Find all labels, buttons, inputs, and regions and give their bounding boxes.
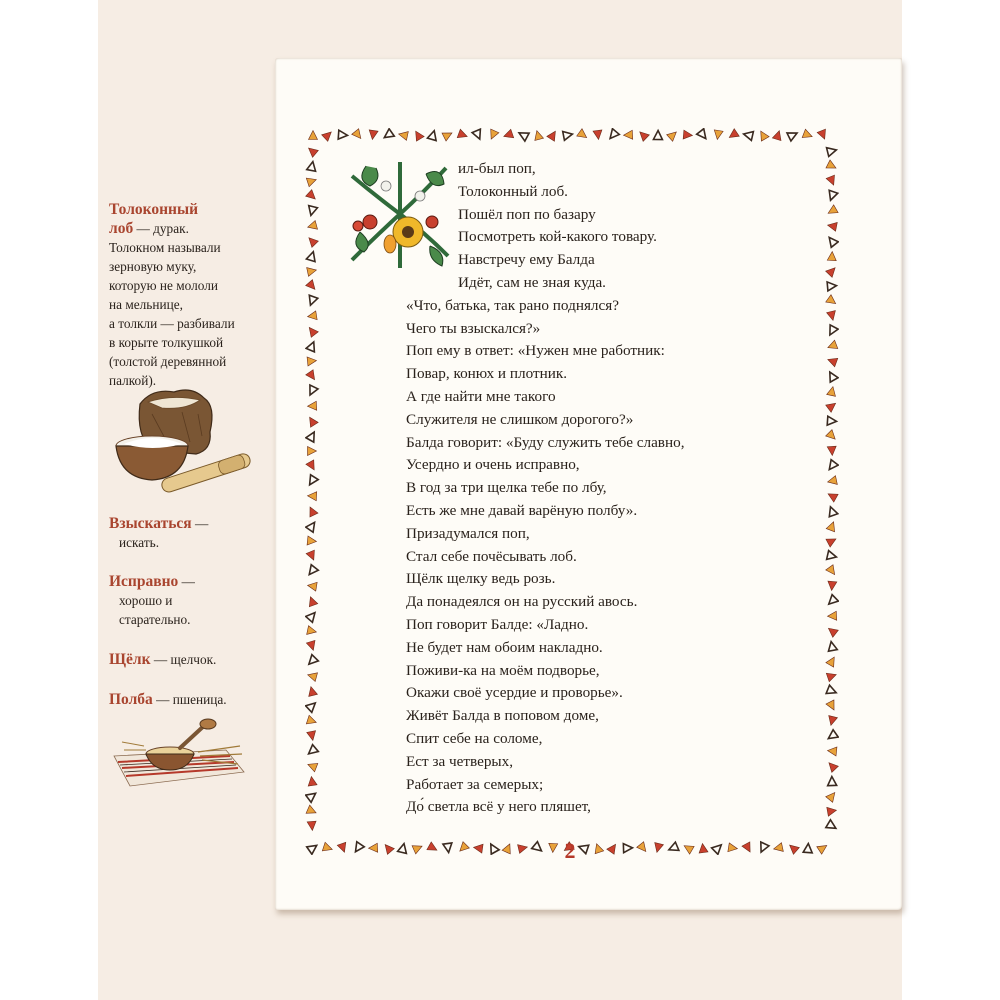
- border-triangle: [306, 385, 318, 397]
- border-triangle: [827, 476, 838, 487]
- poem-line: «Что, батька, так рано поднялся?: [406, 296, 619, 314]
- border-triangle: [352, 129, 365, 142]
- border-triangle: [743, 130, 754, 141]
- border-triangle: [757, 129, 769, 141]
- border-triangle: [697, 129, 710, 142]
- border-triangle: [826, 520, 838, 532]
- border-triangle: [577, 129, 590, 142]
- border-triangle: [827, 641, 838, 652]
- border-triangle: [306, 700, 319, 713]
- border-triangle: [306, 460, 318, 472]
- poem-line: Щёлк щелку ведь розь.: [406, 570, 556, 588]
- glossary-vzyskatsya: [109, 514, 269, 552]
- border-triangle: [457, 129, 469, 141]
- border-triangle: [306, 370, 319, 383]
- glossary-tolokonny: [109, 200, 269, 390]
- border-triangle: [827, 716, 838, 727]
- border-triangle: [826, 820, 838, 832]
- border-triangle: [653, 843, 664, 854]
- poem-line: Чего ты взыскался?»: [406, 319, 541, 337]
- border-triangle: [683, 130, 693, 140]
- border-triangle: [368, 130, 378, 140]
- border-triangle: [306, 175, 317, 186]
- border-triangle: [713, 130, 723, 140]
- border-triangle: [728, 843, 738, 853]
- border-triangle: [307, 821, 317, 831]
- border-triangle: [442, 129, 454, 141]
- poem-line: Живёт Балда в поповом доме,: [406, 707, 599, 725]
- border-triangle: [307, 491, 316, 500]
- border-triangle: [826, 625, 839, 638]
- border-triangle: [827, 386, 838, 397]
- border-triangle: [563, 130, 574, 141]
- border-triangle: [306, 550, 318, 562]
- poem-line: Служителя не слишком дорогого?»: [406, 410, 634, 428]
- border-triangle: [307, 842, 320, 855]
- border-triangle: [826, 265, 839, 278]
- border-triangle: [532, 129, 543, 140]
- border-triangle: [803, 843, 813, 853]
- border-triangle: [307, 686, 318, 697]
- border-triangle: [623, 130, 632, 139]
- border-triangle: [352, 842, 364, 854]
- border-triangle: [307, 266, 318, 277]
- border-triangle: [826, 340, 838, 352]
- border-triangle: [306, 565, 319, 578]
- border-triangle: [637, 129, 650, 142]
- poem-line: Пошёл поп по базару: [458, 205, 596, 223]
- border-triangle: [427, 129, 438, 140]
- border-triangle: [517, 129, 529, 141]
- glossary-definition-line: (толстой деревянной: [109, 354, 227, 369]
- border-triangle: [607, 842, 620, 855]
- border-triangle: [306, 295, 318, 307]
- border-triangle: [826, 730, 839, 743]
- border-triangle: [472, 129, 484, 141]
- border-triangle: [826, 760, 839, 773]
- border-triangle: [322, 842, 333, 853]
- border-triangle: [827, 251, 836, 260]
- border-triangle: [623, 843, 632, 852]
- border-triangle: [547, 129, 559, 141]
- border-triangle: [826, 565, 839, 578]
- border-triangle: [802, 129, 814, 141]
- border-triangle: [309, 131, 318, 140]
- poem-line: Есть же мне давай варёную полбу».: [406, 501, 638, 519]
- border-triangle: [306, 340, 318, 352]
- border-triangle: [827, 281, 837, 291]
- border-triangle: [368, 843, 377, 852]
- border-triangle: [787, 842, 800, 855]
- border-triangle: [306, 790, 319, 803]
- border-triangle: [306, 145, 319, 158]
- border-triangle: [827, 746, 837, 756]
- border-triangle: [306, 670, 317, 681]
- poem-line: Идёт, сам не зная куда.: [458, 273, 606, 291]
- border-triangle: [827, 311, 838, 322]
- border-triangle: [307, 626, 318, 637]
- poem-line: Спит себе на соломе,: [406, 729, 543, 747]
- border-triangle: [826, 460, 839, 473]
- border-triangle: [826, 400, 839, 413]
- border-triangle: [307, 776, 317, 786]
- border-triangle: [306, 430, 318, 442]
- poem-line: Поп ему в ответ: «Нужен мне работник:: [406, 342, 665, 360]
- border-triangle: [826, 175, 838, 187]
- border-triangle: [773, 843, 784, 854]
- glossary-definition-line: Толокном называли: [109, 240, 221, 255]
- poem-line: Поживи-ка на моём подворье,: [406, 661, 600, 679]
- border-triangle: [826, 670, 837, 681]
- border-triangle: [306, 805, 318, 817]
- glossary-term: Исправно: [109, 573, 179, 590]
- border-triangle: [637, 842, 650, 855]
- border-triangle: [307, 536, 317, 546]
- wheat-bowl-illustration: [108, 716, 248, 796]
- border-triangle: [307, 581, 317, 591]
- border-triangle: [827, 221, 838, 232]
- border-triangle: [667, 129, 680, 142]
- glossary-polba: [109, 690, 269, 709]
- poem-line: Усердно и очень исправно,: [406, 456, 580, 474]
- border-triangle: [306, 655, 319, 668]
- border-triangle: [306, 235, 319, 248]
- glossary-definition-line: зерновую муку,: [109, 259, 197, 274]
- glossary-definition-line: а толкли — разбивали: [109, 316, 235, 331]
- border-triangle: [502, 842, 514, 854]
- poem-line: До́ светла всё у него пляшет,: [406, 798, 591, 816]
- border-triangle: [338, 130, 348, 140]
- glossary-definition-line: в корыте толкушкой: [109, 335, 224, 350]
- glossary-definition-line: старательно.: [119, 612, 191, 627]
- border-triangle: [518, 843, 529, 854]
- border-triangle: [306, 715, 317, 726]
- border-triangle: [827, 416, 837, 426]
- page-number: 2: [564, 838, 576, 863]
- poem-line: Поп говорит Балде: «Ладно.: [406, 615, 589, 633]
- border-triangle: [827, 146, 838, 157]
- border-triangle: [727, 129, 739, 141]
- border-triangle: [826, 505, 838, 517]
- border-triangle: [653, 130, 662, 139]
- poem-line: А где найти мне такого: [406, 387, 556, 405]
- border-triangle: [826, 160, 838, 172]
- poem-line: ил-был поп,: [458, 160, 536, 177]
- border-triangle: [427, 842, 439, 854]
- border-triangle: [826, 700, 838, 712]
- border-triangle: [412, 842, 424, 854]
- poem-line: Толоконный лоб.: [458, 182, 568, 200]
- border-triangle: [827, 611, 836, 620]
- border-triangle: [306, 520, 319, 533]
- border-triangle: [306, 595, 318, 607]
- poem-line: Призадумался поп,: [406, 524, 530, 542]
- border-triangle: [826, 190, 837, 201]
- border-triangle: [826, 370, 838, 382]
- border-triangle: [487, 129, 499, 141]
- border-triangle: [817, 842, 829, 854]
- border-triangle: [306, 610, 319, 623]
- border-triangle: [307, 206, 318, 217]
- border-triangle: [826, 205, 838, 217]
- poem-line: В год за три щелка тебе по лбу,: [406, 479, 607, 497]
- border-triangle: [398, 130, 409, 141]
- glossary-term: Щёлк: [109, 651, 151, 668]
- border-triangle: [826, 490, 838, 502]
- border-triangle: [826, 535, 838, 547]
- border-triangle: [826, 595, 839, 608]
- border-triangle: [307, 311, 317, 321]
- border-triangle: [306, 415, 318, 427]
- glossary-term: Толоконный: [109, 201, 199, 218]
- border-triangle: [306, 745, 319, 758]
- border-triangle: [787, 129, 799, 141]
- poem-line: Ест за четверых,: [406, 752, 514, 770]
- glossary-ispravno: [109, 572, 269, 629]
- border-triangle: [306, 190, 319, 203]
- border-triangle: [817, 129, 829, 141]
- border-triangle: [306, 280, 319, 293]
- border-triangle: [827, 551, 838, 562]
- border-triangle: [382, 842, 395, 855]
- glossary-definition: — щелчок.: [150, 652, 217, 667]
- border-triangle: [337, 842, 348, 853]
- border-triangle: [307, 731, 318, 742]
- border-triangle: [826, 355, 838, 367]
- glossary-dash: —: [191, 516, 209, 531]
- border-triangle: [667, 842, 679, 854]
- border-triangle: [307, 161, 318, 172]
- border-triangle: [826, 655, 838, 667]
- poem-line: Повар, конюх и плотник.: [406, 365, 568, 383]
- glossary-definition: — дурак.: [133, 221, 189, 236]
- poem-line: Не будет нам обоим накладно.: [406, 638, 603, 656]
- glossary-definition-line: которую не мололи: [109, 278, 219, 293]
- border-triangle: [307, 356, 317, 366]
- border-triangle: [457, 842, 470, 855]
- border-triangle: [698, 843, 708, 853]
- glossary-definition: — пшеница.: [152, 692, 227, 707]
- border-triangle: [742, 842, 754, 854]
- border-triangle: [306, 505, 318, 517]
- poem-line: Работает за семерых;: [406, 775, 544, 793]
- border-triangle: [306, 220, 317, 231]
- poem-line: Посмотреть кой-какого товару.: [458, 228, 657, 246]
- border-triangle: [306, 475, 318, 487]
- glossary-term: Взыскаться: [109, 515, 192, 532]
- border-triangle: [827, 581, 837, 591]
- glossary-definition-line: на мельнице,: [109, 297, 183, 312]
- poem-text: [406, 158, 816, 819]
- border-triangle: [306, 640, 317, 651]
- border-triangle: [398, 843, 409, 854]
- poem-line: Окажи своё усердие и проворье».: [406, 684, 623, 702]
- border-triangle: [306, 250, 317, 261]
- poem-line: Да понадеялся он на русский авось.: [406, 593, 638, 611]
- border-triangle: [593, 130, 603, 140]
- glossary-dash: —: [178, 574, 195, 589]
- border-triangle: [826, 325, 838, 337]
- border-triangle: [382, 129, 395, 142]
- border-triangle: [473, 843, 483, 853]
- border-triangle: [826, 295, 839, 308]
- glossary-definition: искать.: [119, 535, 160, 550]
- border-triangle: [487, 842, 499, 854]
- glossary-definition-line: хорошо и: [119, 593, 173, 608]
- border-triangle: [607, 129, 620, 142]
- border-triangle: [827, 806, 837, 816]
- poem-line: Стал себе почёсывать лоб.: [406, 547, 577, 565]
- border-triangle: [827, 446, 837, 456]
- border-triangle: [306, 325, 319, 338]
- glossary-term: Полба: [109, 691, 153, 708]
- border-triangle: [827, 776, 836, 785]
- border-triangle: [308, 447, 317, 456]
- border-triangle: [826, 430, 839, 443]
- border-triangle: [502, 129, 513, 140]
- poem-line: Навстречу ему Балда: [458, 251, 595, 269]
- border-triangle: [757, 842, 769, 854]
- poem-line: Балда говорит: «Буду служить тебе славно,: [406, 433, 685, 451]
- border-triangle: [826, 790, 839, 803]
- border-triangle: [412, 129, 424, 141]
- border-triangle: [322, 129, 335, 142]
- flour-sack-illustration: [112, 384, 252, 494]
- glossary-term: лоб: [109, 220, 134, 237]
- border-triangle: [826, 235, 839, 248]
- border-triangle: [826, 685, 838, 697]
- border-triangle: [682, 842, 694, 854]
- glossary-shchelk: [109, 650, 269, 669]
- border-triangle: [772, 129, 783, 140]
- border-triangle: [307, 401, 316, 410]
- glossary-definition-line: палкой).: [109, 373, 157, 388]
- border-triangle: [443, 843, 453, 853]
- border-triangle: [712, 842, 725, 855]
- border-triangle: [306, 760, 318, 772]
